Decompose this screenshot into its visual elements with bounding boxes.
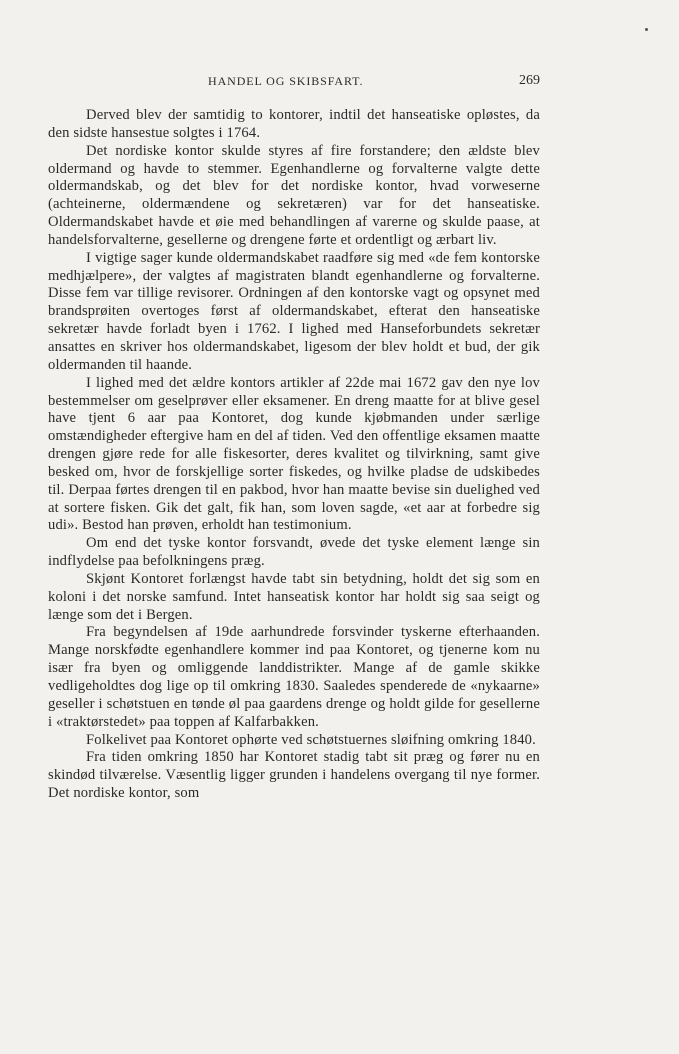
paragraph: I vigtige sager kunde oldermandskabet raadføre sig med «de fem kontorske medhjælpere», der valgtes af magistraten blandt egenhandlerne og forvalterne. Disse fem var tillige revisorer. Ordningen af den kontorske vagt og opsynet med brandsprøiten overtoges først af oldermandskabet, efterat den hanseatiske sekretær havde forladt byen i 1762. I lighed med Hanseforbundets sekretær ansattes en skriver hos oldermandskabet, ligesom der blev holdt et bud, der gik oldermanden til haande.	[48, 249, 540, 373]
paragraph: Fra begyndelsen af 19de aarhundrede forsvinder tyskerne efterhaanden. Mange norskfødte egenhandlere kommer ind paa Kontoret, og tjenerne kom nu især fra byen og omliggende landdistrikter. Mange af de gamle skikke vedligeholdtes dog lige op til omkring 1830. Saaledes spenderede de «nykaarne» geseller i schøtstuen en tønde øl paa gaardens drenge og holdt gilde for gesellerne i «traktørstedet» paa toppen af Kalfarbakken.	[48, 624, 540, 730]
paragraph: Fra tiden omkring 1850 har Kontoret stadig tabt sit præg og fører nu en skindød tilværelse. Væsentlig ligger grunden i handelens overgang til nye former. Det nordiske kontor, som	[48, 749, 540, 802]
running-title: HANDEL OG SKIBSFART.	[208, 74, 364, 88]
paragraph: Folkelivet paa Kontoret ophørte ved schøtstuernes sløifning omkring 1840.	[86, 731, 536, 748]
print-speck	[645, 28, 648, 31]
paragraph: I lighed med det ældre kontors artikler af 22de mai 1672 gav den nye lov bestemmelser om geselprøver eller eksamener. En dreng maatte for at blive gesel have tjent 6 aar paa Kontoret, dog kunde kjøbmanden under særlige omstændigheder eftergive ham en del af tiden. Ved den offentlige eksamen maatte drengen gjøre rede for alle fiskesorter, deres kvalitet og tilvirkning, samt give besked om, hvor de forskjellige sorter fiskedes, og hvilke pladse de udskibedes til. Derpaa førtes drengen til en pakbod, hvor han maatte bevise sin duelighed ved at sortere fisken. Gik det galt, fik han, som loven sagde, «et aar at forbedre sig udi». Bestod han prøven, erholdt han testimonium.	[48, 374, 540, 534]
paragraph: Om end det tyske kontor forsvandt, øvede det tyske element længe sin indflydelse paa befolkningens præg.	[48, 535, 540, 570]
body-text	[48, 107, 540, 803]
paragraph: Det nordiske kontor skulde styres af fire forstandere; den ældste blev oldermand og havde to stemmer. Egenhandlerne og forvalterne valgte dette oldermandskab, og det blev for det nordiske kontor, hvad vorweserne (achteinerne, oldermændene og sekretæren) var for det hanseatiske. Oldermandskabet havde et øie med behandlingen af varerne og skulde paase, at handelsforvalterne, gesellerne og drengene førte et ordentligt og ærbart liv.	[48, 142, 540, 248]
paragraph: Derved blev der samtidig to kontorer, indtil det hanseatiske opløstes, da den sidste hansestue solgtes i 1764.	[48, 107, 540, 141]
paragraph: Skjønt Kontoret forlængst havde tabt sin betydning, holdt det sig som en koloni i det norske samfund. Intet hanseatisk kontor har holdt sig saa seigt og længe som det i Bergen.	[48, 570, 540, 623]
page-header	[88, 74, 540, 90]
page-number: 269	[519, 73, 540, 88]
